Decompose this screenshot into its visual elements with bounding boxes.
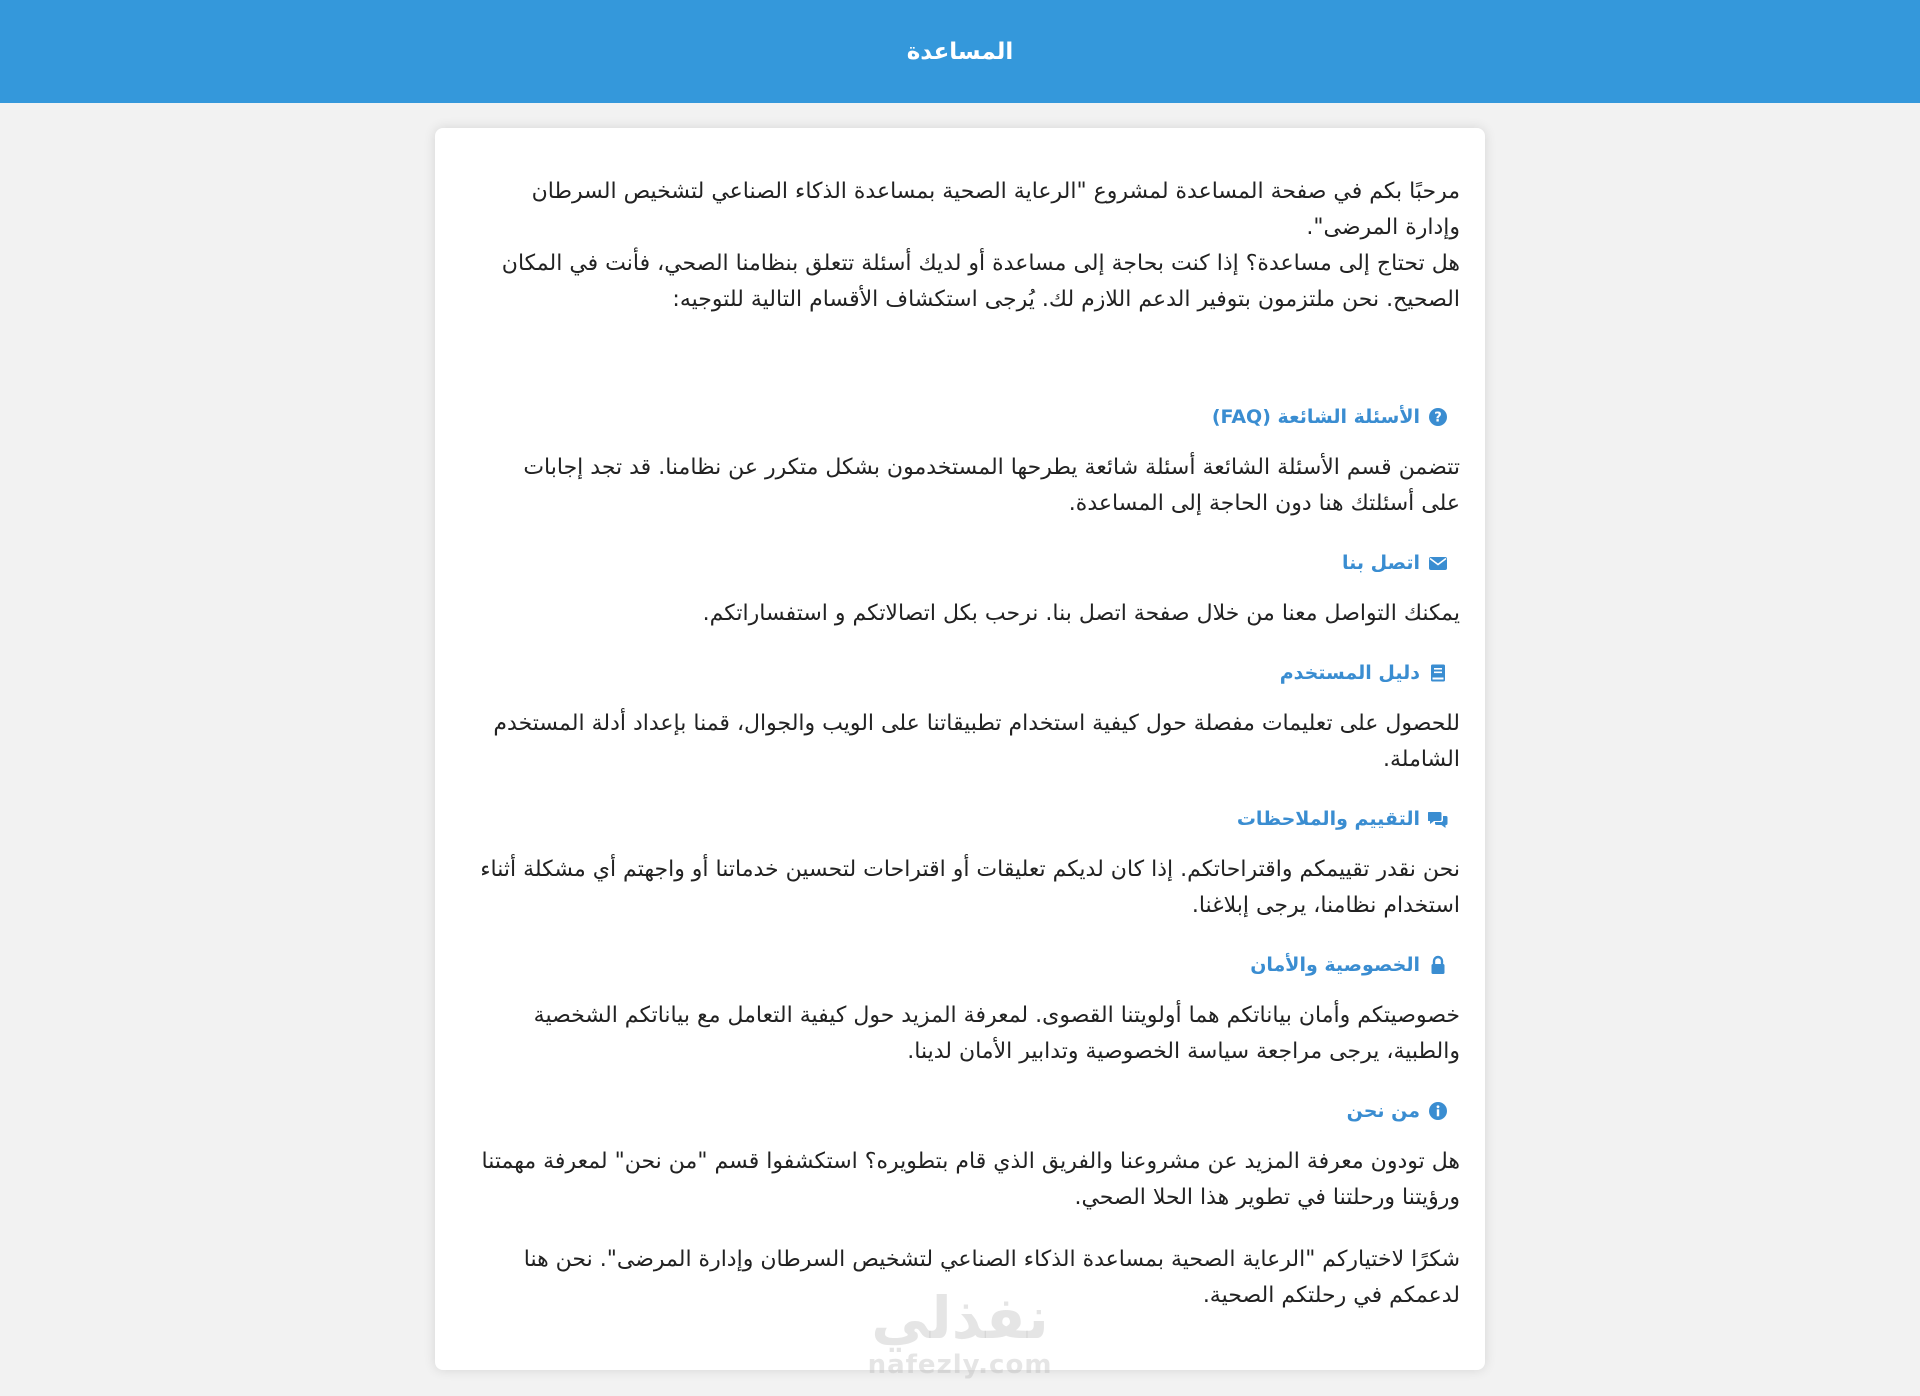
section-title-label: دليل المستخدم xyxy=(1279,662,1420,684)
section-title-faq[interactable] xyxy=(480,402,1448,432)
section-text-faq: تتضمن قسم الأسئلة الشائعة أسئلة شائعة يطرحها المستخدمون بشكل متكرر عن نظامنا. قد تجد إجابات على أسئلتك هنا دون الحاجة إلى المساعدة. xyxy=(523,455,1460,516)
intro-welcome-text: مرحبًا بكم في صفحة المساعدة لمشروع "الرعاية الصحية بمساعدة الذكاء الصناعي لتشخيص السرطان وإدارة المرضى". xyxy=(531,179,1460,240)
outro-thanks-text: شكرًا لاختياركم "الرعاية الصحية بمساعدة الذكاء الصناعي لتشخيص السرطان وإدارة المرضى". نحن هنا لدعمكم في رحلتكم الصحية. xyxy=(523,1247,1460,1308)
watermark-latin: nafezly.com xyxy=(867,1350,1053,1380)
book-icon xyxy=(1428,663,1448,683)
intro-block xyxy=(480,174,1460,318)
lock-icon xyxy=(1428,955,1448,975)
watermark-arabic: نفذلي xyxy=(871,1284,1049,1352)
envelope-icon xyxy=(1428,553,1448,573)
section-title-label: اتصل بنا xyxy=(1342,552,1420,574)
question-circle-icon xyxy=(1428,407,1448,427)
section-title-label: الأسئلة الشائعة (FAQ) xyxy=(1211,406,1420,428)
section-title-label: التقييم والملاحظات xyxy=(1236,808,1420,830)
help-content-card xyxy=(435,128,1485,1370)
section-title-label: من نحن xyxy=(1346,1100,1420,1122)
section-text-about: هل تودون معرفة المزيد عن مشروعنا والفريق الذي قام بتطويره؟ استكشفوا قسم "من نحن" لمعرفة مهمتنا ورؤيتنا ورحلتنا في تطوير هذا الحلا الصحي. xyxy=(481,1149,1460,1210)
section-text-contact: يمكنك التواصل معنا من خلال صفحة اتصل بنا. نرحب بكل اتصالاتكم و استفساراتكم. xyxy=(702,601,1460,626)
comments-icon xyxy=(1428,809,1448,829)
page-title: المساعدة xyxy=(906,38,1014,65)
section-text-user-guide: للحصول على تعليمات مفصلة حول كيفية استخدام تطبيقاتنا على الويب والجوال، قمنا بإعداد أدلة المستخدم الشاملة. xyxy=(493,711,1460,772)
section-title-privacy[interactable] xyxy=(480,950,1448,980)
section-title-label: الخصوصية والأمان xyxy=(1250,954,1420,976)
section-title-contact[interactable] xyxy=(480,548,1448,578)
section-text-privacy: خصوصيتكم وأمان بياناتكم هما أولويتنا القصوى. لمعرفة المزيد حول كيفية التعامل مع بياناتكم الشخصية والطبية، يرجى مراجعة سياسة الخصوصية وتدابير الأمان لدينا. xyxy=(533,1003,1460,1064)
info-circle-icon xyxy=(1428,1101,1448,1121)
section-title-about[interactable] xyxy=(480,1096,1448,1126)
section-title-user-guide[interactable] xyxy=(480,658,1448,688)
section-text-feedback: نحن نقدر تقييمكم واقتراحاتكم. إذا كان لديكم تعليقات أو اقتراحات لتحسين خدماتنا أو واجهتم أي مشكلة أثناء استخدام نظامنا، يرجى إبلاغنا. xyxy=(480,857,1460,918)
svg-text:?: ? xyxy=(1434,410,1442,426)
intro-help-text: هل تحتاج إلى مساعدة؟ إذا كنت بحاجة إلى مساعدة أو لديك أسئلة تتعلق بنظامنا الصحي، فأنت في المكان الصحيح. نحن ملتزمون بتوفير الدعم اللازم لك. يُرجى استكشاف الأقسام التالية للتوجيه: xyxy=(501,251,1460,312)
top-header-bar xyxy=(0,0,1920,103)
section-title-feedback[interactable] xyxy=(480,804,1448,834)
